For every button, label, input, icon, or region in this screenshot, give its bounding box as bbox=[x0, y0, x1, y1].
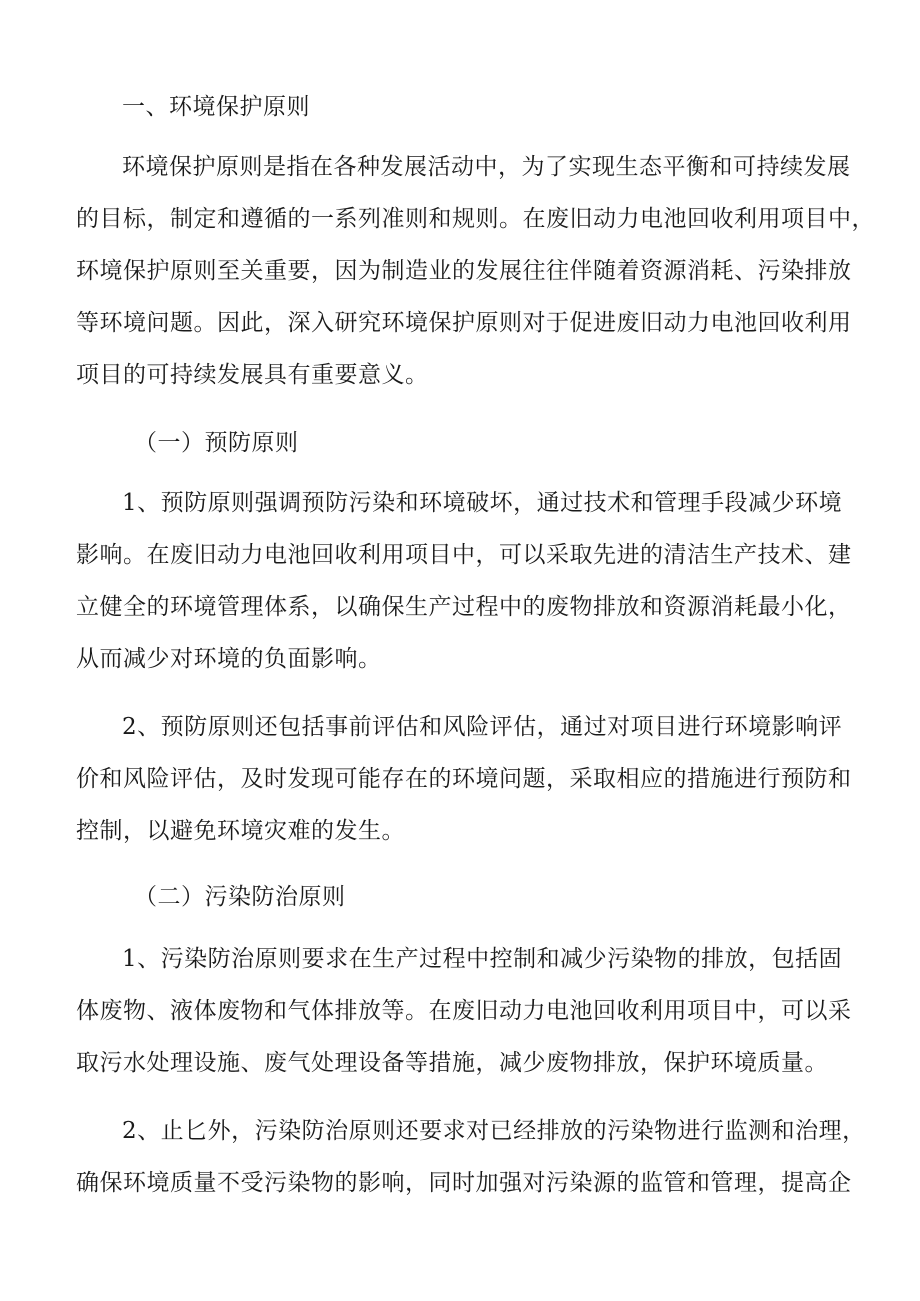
paragraph-line: 等环境问题。因此，深入研究环境保护原则对于促进废旧动力电池回收利用 bbox=[76, 310, 852, 336]
paragraph-line: 控制，以避免环境灾难的发生。 bbox=[76, 818, 405, 844]
paragraph-line: 取污水处理设施、废气处理设备等措施，减少废物排放，保护环境质量。 bbox=[76, 1050, 828, 1076]
paragraph-line: 2、预防原则还包括事前评估和风险评估，通过对项目进行环境影响评 bbox=[122, 714, 843, 740]
paragraph-line: 从而减少对环境的负面影响。 bbox=[76, 646, 382, 672]
paragraph-line: 确保环境质量不受污染物的影响，同时加强对污染源的监管和管理，提高企 bbox=[76, 1170, 852, 1196]
paragraph-line: 的目标，制定和遵循的一系列准则和规则。在废旧动力电池回收利用项目中， bbox=[76, 206, 875, 232]
subsection-heading: （二）污染防治原则 bbox=[134, 884, 346, 910]
paragraph-line: 影响。在废旧动力电池回收利用项目中，可以采取先进的清洁生产技术、建 bbox=[76, 542, 852, 568]
paragraph-line: 项目的可持续发展具有重要意义。 bbox=[76, 362, 429, 388]
paragraph-line: 价和风险评估，及时发现可能存在的环境问题，采取相应的措施进行预防和 bbox=[76, 766, 852, 792]
paragraph-line: 1、预防原则强调预防污染和环境破坏，通过技术和管理手段减少环境 bbox=[122, 490, 843, 516]
paragraph-line: 1、污染防治原则要求在生产过程中控制和减少污染物的排放，包括固 bbox=[122, 946, 843, 972]
paragraph-line: 体废物、液体废物和气体排放等。在废旧动力电池回收利用项目中，可以采 bbox=[76, 998, 852, 1024]
paragraph-line: 2、止匕外，污染防治原则还要求对已经排放的污染物进行监测和治理， bbox=[122, 1118, 866, 1144]
paragraph-line: 环境保护原则是指在各种发展活动中，为了实现生态平衡和可持续发展 bbox=[122, 154, 851, 180]
section-heading: 一、环境保护原则 bbox=[122, 94, 310, 120]
paragraph-line: 环境保护原则至关重要，因为制造业的发展往往伴随着资源消耗、污染排放 bbox=[76, 258, 852, 284]
subsection-heading: （一）预防原则 bbox=[134, 430, 299, 456]
paragraph-line: 立健全的环境管理体系，以确保生产过程中的废物排放和资源消耗最小化， bbox=[76, 594, 852, 620]
